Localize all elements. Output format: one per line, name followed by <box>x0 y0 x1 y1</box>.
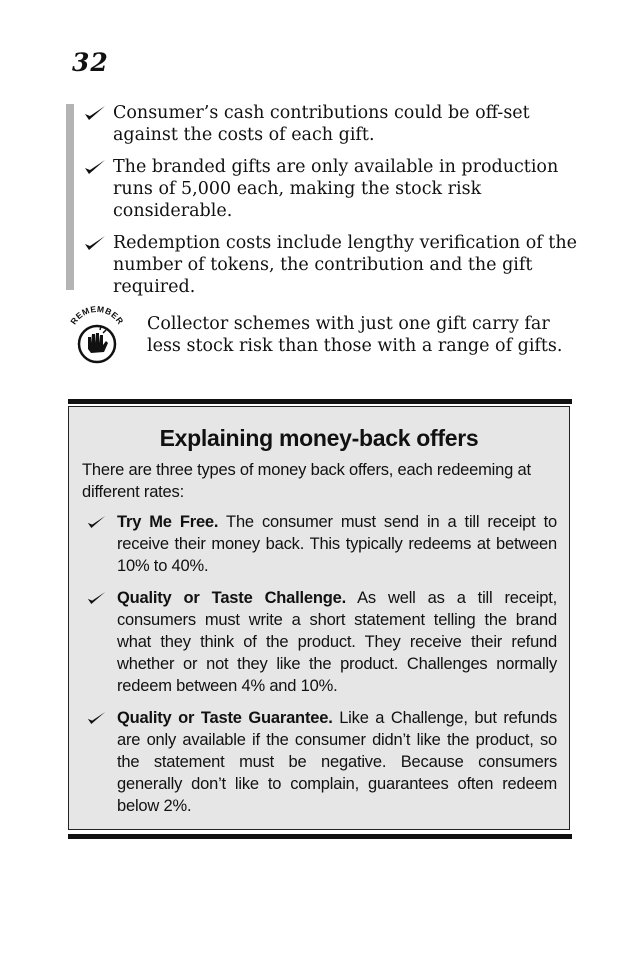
list-item-text: Redemption costs include lengthy verification of the number of tokens, the contribution and the gift required. <box>113 233 577 297</box>
bullet-list <box>84 102 584 308</box>
list-item <box>84 232 584 298</box>
page-number: 32 <box>72 48 109 77</box>
list-item-term: Quality or Taste Guarantee. <box>117 709 333 727</box>
sidebar-box <box>68 406 570 830</box>
check-mark-icon <box>84 159 106 175</box>
sidebar-intro: There are three types of money back offers, each redeeming at different rates: <box>82 461 531 501</box>
svg-text:REMEMBER <box>68 304 125 326</box>
list-item <box>84 102 584 146</box>
check-mark-icon <box>84 105 106 121</box>
check-mark-icon <box>87 711 106 725</box>
check-mark-icon <box>84 235 106 251</box>
list-item-text: Consumer’s cash contributions could be off-set against the costs of each gift. <box>113 103 530 145</box>
list-item-term: Quality or Taste Challenge. <box>117 589 347 607</box>
remember-note: Collector schemes with just one gift carry far less stock risk than those with a range of gifts. <box>147 314 563 356</box>
sidebar-title: Explaining money-back offers <box>159 425 479 451</box>
check-mark-icon <box>87 591 106 605</box>
sidebar-top-rule <box>68 399 572 404</box>
list-item-text: Like a Challenge, but refunds are only available if the consumer didn’t like the product, so the statement must be negative. Because consumers generally don’t like to complain, guarantees often redeem below 2%. <box>117 709 557 815</box>
list-item <box>84 156 584 222</box>
list-item-text: As well as a till receipt, consumers must write a short statement telling the brand what they think of the product. They receive their refund whether or not they like the product. Challenges normally redeem between 4% and 10%. <box>117 589 557 695</box>
sidebar-list <box>87 511 557 827</box>
list-item-term: Try Me Free. <box>117 513 219 531</box>
list-item <box>87 707 557 817</box>
list-item-text: The branded gifts are only available in production runs of 5,000 each, making the stock risk considerable. <box>113 157 559 221</box>
list-item <box>87 511 557 577</box>
continuation-bar <box>66 104 74 290</box>
remember-icon-label: REMEMBER <box>68 303 126 327</box>
list-item <box>87 587 557 697</box>
remember-icon <box>64 303 130 369</box>
list-item-text: The consumer must send in a till receipt to receive their money back. This typically redeems at between 10% to 40%. <box>117 513 557 575</box>
sidebar-bottom-rule <box>68 834 572 839</box>
check-mark-icon <box>87 515 106 529</box>
